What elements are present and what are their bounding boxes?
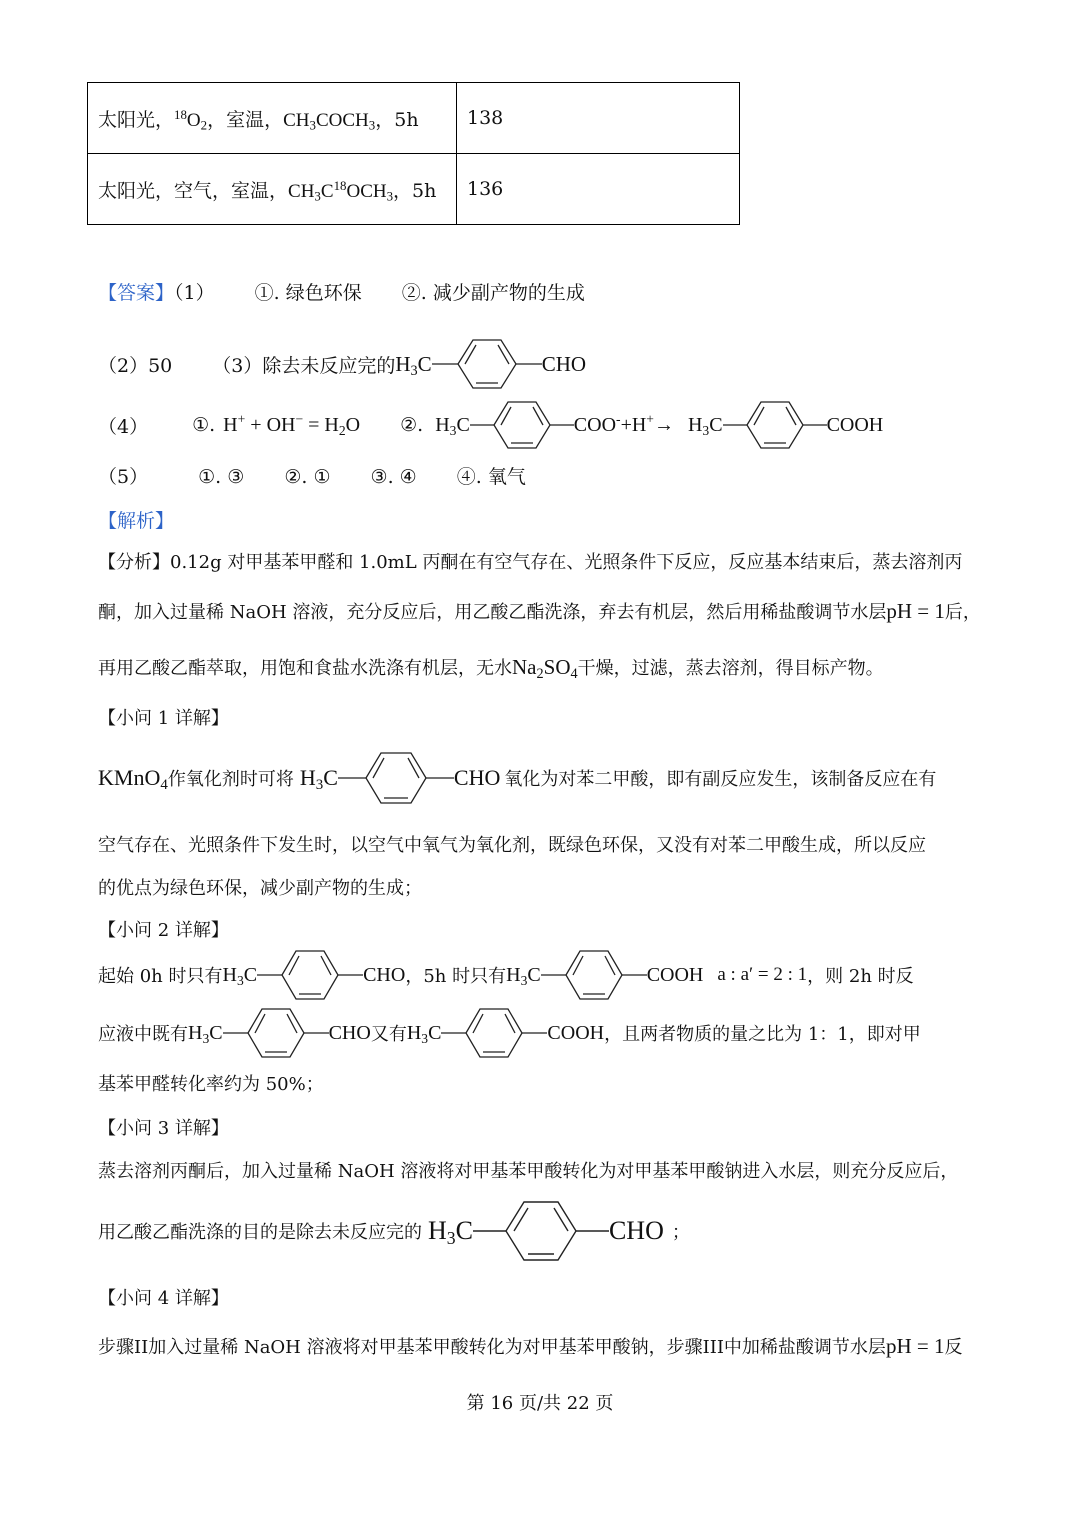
chem-text: C [209,1021,223,1044]
neutralization-equation [223,411,361,438]
chem-text: +H [620,413,647,436]
chem-text: C [527,963,541,986]
p-tolualdehyde-structure [428,1200,664,1262]
text-span: 后， [944,602,981,623]
table-row [88,154,740,225]
chem-text: KMnO [98,765,161,790]
o2-sub: 2 [200,117,208,133]
answer-label: 【答案】 [98,282,175,304]
o2-formula: O [186,109,201,131]
chem-text: C [709,413,723,436]
carboxylate-structure [435,400,674,450]
text-span: 反 [944,1337,963,1358]
answer-line-2 [98,338,586,390]
isotope-mass: 18 [174,106,187,122]
chem-text: CHO [453,765,501,790]
analysis-paragraph-line [98,598,981,624]
benzene-ring-icon [223,1007,329,1059]
benzene-ring-icon [723,400,827,450]
analysis-paragraph-line: 【分析】0.12g 对甲基苯甲醛和 1.0mL 丙酮在有空气存在、光照条件下反应，反应基本结束后，蒸去溶剂丙 [98,552,963,573]
chem-text: + OH [245,413,296,436]
p-toluic-acid-structure [407,1007,604,1059]
chem-sub: 3 [202,1030,210,1046]
answer-item: ③. ④ [370,466,417,488]
answer-line-3 [98,400,883,450]
chem-sup: - [616,411,621,427]
chem-text: CHO [328,1021,371,1044]
text-span: 起始 0h 时只有 [98,966,223,987]
section-heading: 【小问 3 详解】 [98,1118,229,1139]
chem-text: H [395,351,411,376]
solvent-sub: 3 [386,188,394,204]
answer-line-4 [98,462,526,489]
value-cell: 138 [457,83,740,154]
text-span: 应液中既有 [98,1024,188,1045]
chem-text: Na [512,655,537,679]
q4-line-1 [98,1333,962,1359]
analysis-paragraph-line [98,654,884,680]
chem-text: CHO [363,963,406,986]
solvent-sub: 3 [309,117,316,133]
chem-text: H [428,1216,447,1245]
solvent-formula: CH [288,180,315,202]
chem-text: H [406,1021,422,1044]
text-span: 用乙酸乙酯洗涤的目的是除去未反应完的 [98,1222,422,1243]
text-span: ，5h 时只有 [405,966,507,987]
benzene-ring-icon [432,338,542,390]
chem-text: COOH [547,1021,605,1044]
chem-text: H [299,765,316,790]
text-span: 又有 [370,1024,407,1045]
chem-sup: + [646,411,654,427]
chem-text: CHO [608,1216,664,1245]
chem-text: C [323,765,338,790]
section-heading: 【小问 2 详解】 [98,920,229,941]
chem-text: SO [543,655,571,679]
text-span: ； [671,1222,690,1243]
chem-text: COOH [646,963,704,986]
q1-line-1 [98,751,936,805]
solvent-formula: C [320,180,334,202]
answer-item: （3）除去未反应完的 [212,354,396,377]
table-row [88,83,740,154]
benzene-ring-icon [473,1200,609,1262]
solvent-formula: COCH [315,109,369,131]
q1-line-3: 的优点为绿色环保，减少副产物的生成； [98,878,422,899]
q3-line-1: 蒸去溶剂丙酮后，加入过量稀 NaOH 溶液将对甲基苯甲酸转化为对甲基苯甲酸钠进入水层，则充分反应后， [98,1161,959,1182]
text-span: 步骤II加入过量稀 NaOH 溶液将对甲基苯甲酸转化为对甲基苯甲酸钠，步骤III中加稀盐酸调节水层 [98,1337,886,1358]
chem-text: C [456,413,470,436]
q-number: （5） [98,466,149,488]
benzene-ring-icon [441,1007,547,1059]
chem-text: H [687,413,703,436]
answer-item: （2）50 [98,354,173,377]
chem-text: O [345,413,361,436]
chem-text: C [243,963,258,986]
answer-item: ④. 氧气 [456,466,526,488]
chem-sub: 2 [338,422,346,438]
ph-value: pH = 1 [885,1334,945,1358]
q1-line-2: 空气存在、光照条件下发生时，以空气中氧气为氧化剂，既绿色环保，又没有对苯二甲酸生成，所以反应 [98,835,926,856]
answer-item: ①. 绿色环保 [254,282,362,304]
chem-text: C [417,351,432,376]
cond-text: ，室温， [207,108,284,131]
chem-text: COO [573,413,617,436]
cond-text: 太阳光， [98,108,175,131]
p-tolualdehyde-structure [188,1007,371,1059]
answer-item: ①. ③ [198,466,245,488]
p-tolualdehyde-structure [300,751,501,805]
q-number: （4） [98,415,149,438]
page-footer: 第 16 页/共 22 页 [466,1393,614,1414]
answer-item: ②. ① [284,466,331,488]
q-number: （1） [174,282,215,304]
chem-sub: 4 [160,777,168,794]
p-tolualdehyde-structure [223,949,406,1001]
cond-text: ，5h [393,179,437,202]
chem-text: CHO [541,351,587,376]
value-cell: 136 [457,154,740,225]
benzene-ring-icon [470,400,574,450]
text-span: ，则 2h 时反 [807,966,914,987]
text-span: 酮，加入过量稀 NaOH 溶液，充分反应后，用乙酸乙酯洗涤，弃去有机层，然后用稀盐酸调节水层 [98,602,887,623]
chem-text: H [188,1021,203,1044]
analysis-label: 【解析】 [98,510,175,532]
section-heading: 【小问 1 详解】 [98,708,229,729]
solvent-formula: OCH [346,180,387,202]
answer-item: ②. [400,414,424,436]
results-table [87,82,740,225]
text-span: 氧化为对苯二甲酸，即有副反应发生，该制备反应在有 [504,769,937,790]
chem-text: C [428,1021,442,1044]
chem-sub: 3 [449,422,457,438]
condition-cell [88,154,457,225]
solvent-sub: 3 [368,117,376,133]
chem-text: H [222,963,237,986]
chem-text: H [506,963,521,986]
chem-sub: 3 [446,1227,456,1248]
chem-sub: 3 [315,777,324,794]
chem-sub: 4 [570,665,578,682]
text-span: 作氧化剂时可将 [167,769,294,790]
p-toluic-acid-structure [506,949,703,1001]
q2-line-1 [98,949,914,1001]
q3-line-2 [98,1200,690,1262]
chem-text: H [223,413,238,436]
chem-sub: 3 [702,422,710,438]
ratio-expression: a : a′ = 2 : 1 [717,964,808,985]
benzene-ring-icon [338,751,454,805]
chem-sub: 2 [536,665,544,682]
solvent-sub: 3 [314,188,321,204]
chem-text: H [435,413,450,436]
section-heading: 【小问 4 详解】 [98,1288,229,1309]
condition-cell [88,83,457,154]
answer-line-1 [98,278,585,305]
chem-text: COOH [826,413,884,436]
chem-sub: 3 [236,972,244,988]
ph-value: pH = 1 [886,599,945,623]
text-span: 干燥，过滤，蒸去溶剂，得目标产物。 [577,658,884,679]
chem-sup: + [237,411,246,427]
q2-line-3: 基苯甲醛转化率约为 50%； [98,1074,324,1095]
text-span: 再用乙酸乙酯萃取，用饱和食盐水洗涤有机层，无水 [98,658,512,679]
cond-text: ，5h [375,108,419,131]
q2-line-2 [98,1007,921,1059]
p-toluic-acid-structure [688,400,883,450]
text-span: ，且两者物质的量之比为 1：1，即对甲 [604,1024,921,1045]
cond-text: 太阳光，空气，室温， [98,179,289,202]
chem-text: = H [303,413,339,436]
chem-sub: 3 [520,972,528,988]
benzene-ring-icon [257,949,363,1001]
benzene-ring-icon [541,949,647,1001]
chem-sub: 3 [421,1030,429,1046]
isotope-mass: 18 [333,177,347,193]
answer-item: ①. [192,414,216,436]
chem-sub: 3 [410,362,418,379]
chem-text: C [455,1216,473,1245]
chem-sup: − [295,411,304,427]
answer-item: ②. 减少副产物的生成 [401,282,585,304]
arrow-icon: → [653,413,674,436]
p-tolualdehyde-structure [395,338,586,390]
solvent-formula: CH [283,109,310,131]
